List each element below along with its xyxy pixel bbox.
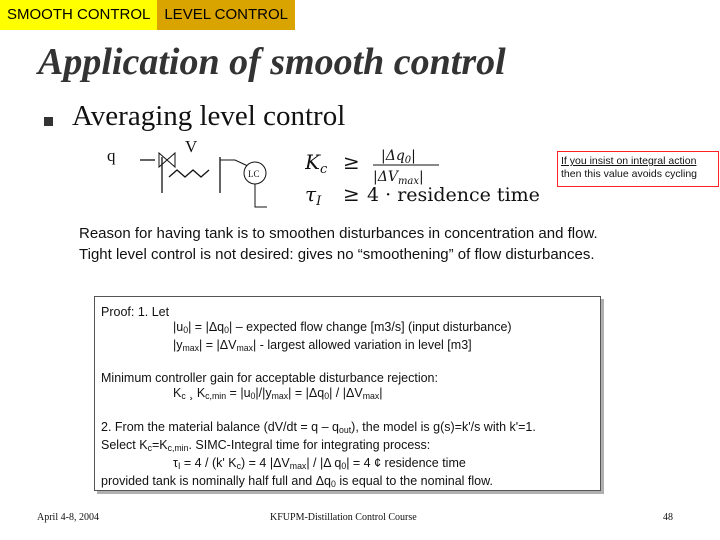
- tab-level-control[interactable]: LEVEL CONTROL: [157, 0, 295, 30]
- valve-label-v: V: [185, 137, 198, 156]
- note-line-2: then this value avoids cycling: [561, 168, 697, 180]
- formula-den: |ΔV: [373, 169, 398, 185]
- top-tab-bar: [0, 0, 295, 30]
- bullet-averaging-level-control: Averaging level control: [72, 100, 346, 132]
- level-control-diagram: [95, 135, 295, 215]
- formula-num: |Δq: [381, 148, 405, 164]
- proof-line-3: $|y_{max}| = |\Delta V_{max}|$ - largest allowed variation in level [m3]: [173, 338, 472, 354]
- reason-paragraph: [79, 223, 598, 265]
- tuning-formula: [305, 143, 545, 207]
- bullet-square-icon: [44, 117, 53, 126]
- proof-line-4: Minimum controller gain for acceptable disturbance rejection:: [101, 371, 438, 386]
- outlet-pipe: [255, 184, 267, 207]
- reason-line-1: Reason for having tank is to smoothen disturbances in concentration and flow.: [79, 225, 598, 242]
- formula-kc-sub: c: [319, 162, 328, 177]
- formula-den-end: |: [419, 169, 424, 185]
- proof-line-2: $|u_0| = |\Delta q_0|$ – expected flow change [m3/s] (input disturbance): [173, 320, 512, 336]
- proof-line-5: $K_c$ ¸ $K_{c,min} = |u_0|/|y_{max}| = |\Delta q_0| / |\Delta V_{max}|$: [173, 386, 383, 402]
- svg-text:τI: [305, 182, 322, 207]
- formula-num-end: |: [411, 148, 416, 164]
- controller-label-lc: LC: [248, 169, 260, 179]
- signal-line: [220, 160, 250, 167]
- proof-line-1: Proof: 1. Let: [101, 305, 170, 319]
- reason-line-2: Tight level control is not desired: gives no “smoothening” of flow disturbances.: [79, 246, 595, 263]
- proof-box: [94, 296, 601, 491]
- formula-den-sub: max: [397, 176, 420, 187]
- formula-kc: K: [305, 150, 320, 174]
- tab-smooth-control[interactable]: SMOOTH CONTROL: [0, 0, 157, 30]
- proof-line-8: $\tau_I = 4 / (k'$ $K_c) = 4$ $|\Delta V_{max}| / |\Delta$ $q_0| = 4$ ¢ residence time: [173, 455, 466, 472]
- formula-tau: τ: [305, 182, 317, 206]
- svg-text:Kc: [305, 150, 328, 177]
- svg-text:|Δq0|: [381, 148, 416, 166]
- formula-geq-1: ≥: [343, 150, 360, 174]
- footer-date: April 4-8, 2004: [37, 512, 99, 523]
- liquid-surface: [169, 170, 209, 177]
- proof-line-6: 2. From the material balance $(dV/dt = q - q_{out})$, the model is g(s)=k'/s with k'=1.: [101, 419, 536, 435]
- note-line-1: If you insist on integral action: [561, 155, 697, 167]
- formula-tau-sub: I: [316, 194, 322, 207]
- inflow-label-q: q: [107, 146, 116, 165]
- slide-title: Application of smooth control: [38, 41, 506, 83]
- proof-line-7: Select $K_c=K_{c,min}$. SIMC-Integral time for integrating process:: [101, 437, 431, 453]
- proof-line-9: provided tank is nominally half full and $\Delta q_0$ is equal to the nominal flow.: [101, 474, 493, 490]
- formula-geq-2: ≥: [343, 182, 360, 206]
- footer-page-number: 48: [663, 512, 673, 523]
- formula-residence-time: 4 · residence time: [367, 184, 540, 206]
- integral-action-note: [557, 151, 719, 187]
- formula-num-sub: 0: [404, 155, 412, 166]
- footer-course: KFUPM-Distillation Control Course: [270, 512, 417, 523]
